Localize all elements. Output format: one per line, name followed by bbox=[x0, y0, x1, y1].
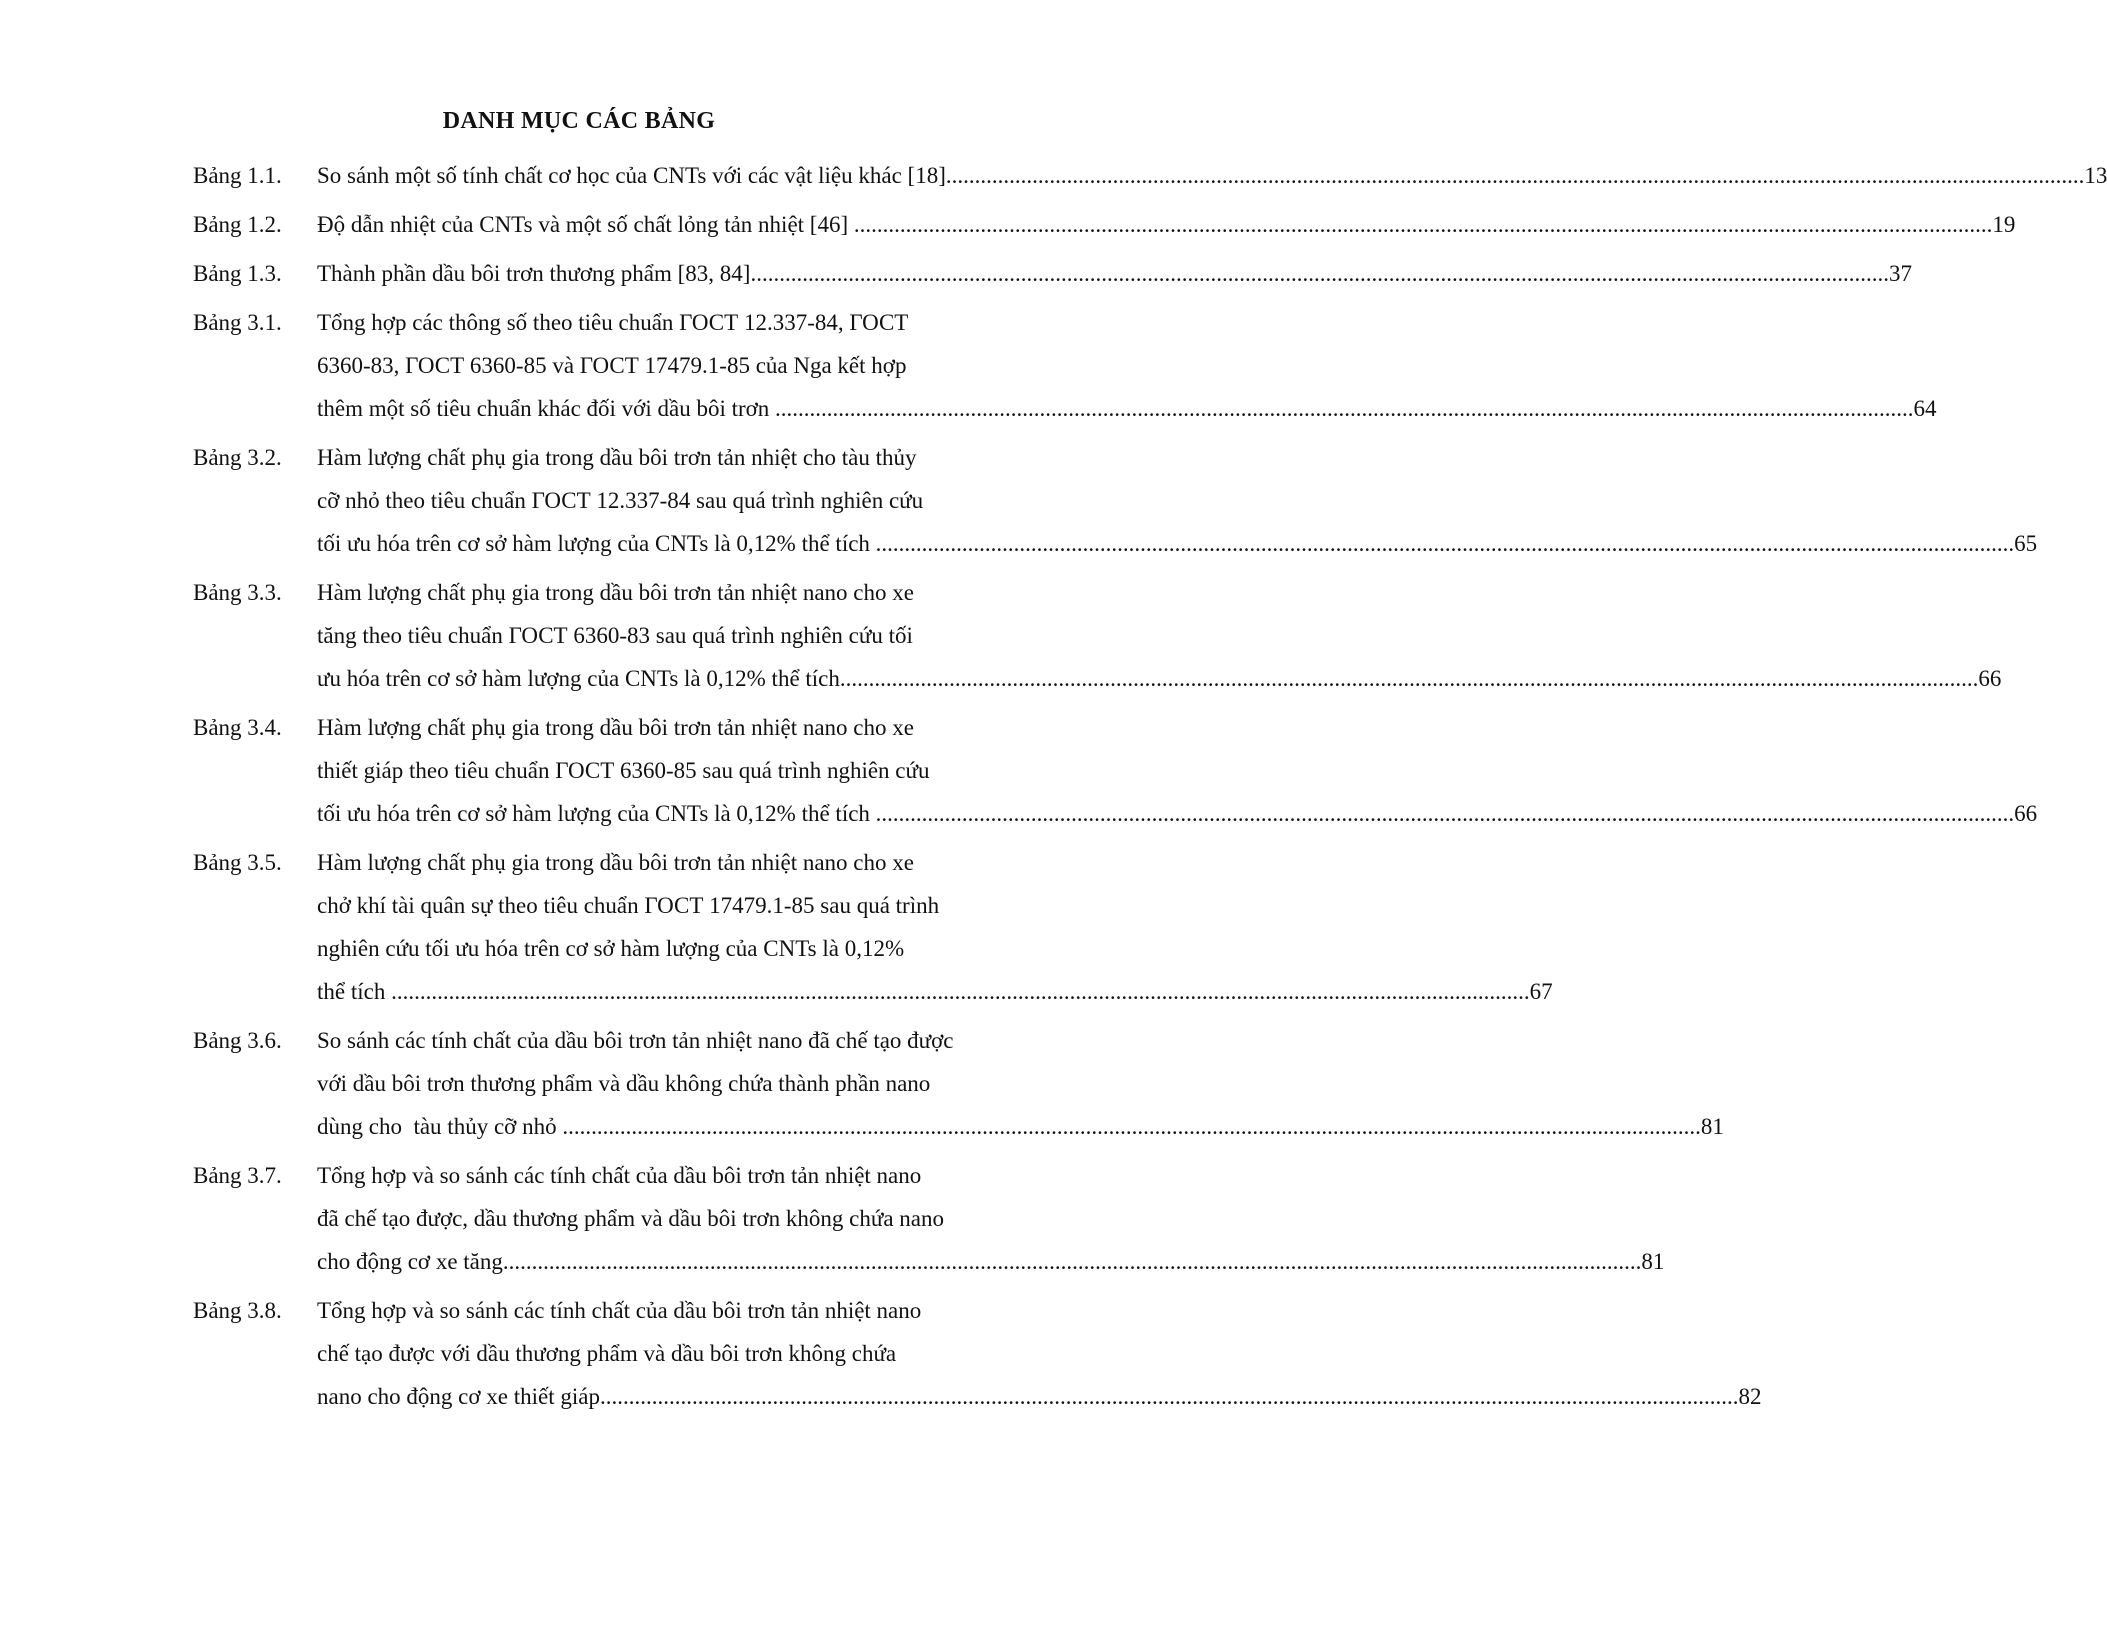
caption-last-line bbox=[317, 252, 1912, 295]
page-number[interactable]: 66 bbox=[1978, 666, 2002, 691]
toc-entry[interactable] bbox=[193, 252, 1912, 295]
entry-caption bbox=[317, 571, 2001, 700]
table-number: Bảng 3.8. bbox=[193, 1298, 282, 1323]
page-number[interactable]: 13 bbox=[2084, 163, 2107, 188]
toc-entry[interactable] bbox=[193, 1154, 1665, 1283]
dot-leader bbox=[854, 203, 1993, 246]
caption-line: nghiên cứu tối ưu hóa trên cơ sở hàm lượng của CNTs là 0,12% bbox=[317, 936, 905, 961]
caption-last-line bbox=[317, 203, 2015, 246]
table-list bbox=[193, 154, 2107, 1424]
table-number: Bảng 1.2. bbox=[193, 212, 282, 237]
caption-text: Thành phần dầu bôi trơn thương phẩm [83, 84] bbox=[317, 261, 751, 286]
caption-line: Hàm lượng chất phụ gia trong dầu bôi trơn tản nhiệt nano cho xe bbox=[317, 715, 914, 740]
dot-leader bbox=[503, 1240, 1642, 1283]
caption-last-line bbox=[317, 1240, 1664, 1283]
caption-line: chế tạo được với dầu thương phẩm và dầu bôi trơn không chứa bbox=[317, 1341, 897, 1366]
page-number[interactable]: 67 bbox=[1529, 979, 1553, 1004]
table-number: Bảng 3.6. bbox=[193, 1028, 282, 1053]
toc-entry[interactable] bbox=[193, 301, 1937, 430]
caption-line: Hàm lượng chất phụ gia trong dầu bôi trơn tản nhiệt nano cho xe bbox=[317, 580, 914, 605]
caption-line: Tổng hợp và so sánh các tính chất của dầu bôi trơn tản nhiệt nano bbox=[317, 1163, 922, 1188]
page-number[interactable]: 82 bbox=[1738, 1384, 1762, 1409]
dot-leader bbox=[876, 522, 2015, 565]
page-number[interactable]: 65 bbox=[2014, 531, 2038, 556]
caption-line: 6360-83, ГОСТ 6360-85 và ГОСТ 17479.1-85 của Nga kết hợp bbox=[317, 353, 907, 378]
table-number: Bảng 3.1. bbox=[193, 310, 282, 335]
page-number[interactable]: 37 bbox=[1888, 261, 1912, 286]
table-number: Bảng 3.2. bbox=[193, 445, 282, 470]
page-number[interactable]: 81 bbox=[1641, 1249, 1665, 1274]
page-title: DANH MỤC CÁC BẢNG bbox=[442, 108, 716, 134]
dot-leader bbox=[600, 1375, 1739, 1418]
caption-line: cỡ nhỏ theo tiêu chuẩn ГОСТ 12.337-84 sau quá trình nghiên cứu bbox=[317, 488, 924, 513]
dot-leader bbox=[946, 154, 2085, 197]
caption-line: đã chế tạo được, dầu thương phẩm và dầu bôi trơn không chứa nano bbox=[317, 1206, 944, 1231]
caption-last-line bbox=[317, 1375, 1761, 1418]
page-number[interactable]: 81 bbox=[1700, 1114, 1724, 1139]
entry-caption bbox=[317, 154, 2107, 197]
table-number: Bảng 1.1. bbox=[193, 163, 282, 188]
caption-line: Hàm lượng chất phụ gia trong dầu bôi trơn tản nhiệt cho tàu thủy bbox=[317, 445, 917, 470]
caption-text: tối ưu hóa trên cơ sở hàm lượng của CNTs là 0,12% thể tích bbox=[317, 801, 876, 826]
caption-line: chở khí tài quân sự theo tiêu chuẩn ГОСТ 17479.1-85 sau quá trình bbox=[317, 893, 940, 918]
caption-last-line bbox=[317, 154, 2107, 197]
toc-entry[interactable] bbox=[193, 203, 2016, 246]
dot-leader bbox=[750, 252, 1889, 295]
caption-text: ưu hóa trên cơ sở hàm lượng của CNTs là 0,12% thể tích bbox=[317, 666, 840, 691]
page-number[interactable]: 64 bbox=[1913, 396, 1937, 421]
caption-line: thiết giáp theo tiêu chuẩn ГОСТ 6360-85 sau quá trình nghiên cứu bbox=[317, 758, 930, 783]
caption-last-line bbox=[317, 792, 2037, 835]
caption-text: nano cho động cơ xe thiết giáp bbox=[317, 1384, 600, 1409]
caption-text: cho động cơ xe tăng bbox=[317, 1249, 503, 1274]
dot-leader bbox=[876, 792, 2015, 835]
entry-caption bbox=[317, 706, 2037, 835]
toc-entry[interactable] bbox=[193, 1019, 1724, 1148]
toc-entry[interactable] bbox=[193, 841, 1553, 1013]
caption-last-line bbox=[317, 970, 1553, 1013]
entry-caption bbox=[317, 252, 1912, 295]
entry-caption bbox=[317, 1289, 1761, 1418]
table-number: Bảng 1.3. bbox=[193, 261, 282, 286]
table-number: Bảng 3.4. bbox=[193, 715, 282, 740]
caption-line: Tổng hợp các thông số theo tiêu chuẩn ГОСТ 12.337-84, ГОСТ bbox=[317, 310, 909, 335]
table-number: Bảng 3.5. bbox=[193, 850, 282, 875]
caption-text: So sánh một số tính chất cơ học của CNTs với các vật liệu khác [18] bbox=[317, 163, 946, 188]
caption-text: Độ dẫn nhiệt của CNTs và một số chất lỏng tản nhiệt [46] bbox=[317, 212, 854, 237]
dot-leader bbox=[391, 970, 1530, 1013]
caption-last-line bbox=[317, 522, 2037, 565]
caption-line: So sánh các tính chất của dầu bôi trơn tản nhiệt nano đã chế tạo được bbox=[317, 1028, 954, 1053]
entry-caption bbox=[317, 301, 1937, 430]
toc-entry[interactable] bbox=[193, 154, 2107, 197]
table-number: Bảng 3.3. bbox=[193, 580, 282, 605]
caption-last-line bbox=[317, 657, 2001, 700]
caption-text: thêm một số tiêu chuẩn khác đối với dầu bôi trơn bbox=[317, 396, 776, 421]
entry-caption bbox=[317, 841, 1553, 1013]
entry-caption bbox=[317, 436, 2037, 565]
dot-leader bbox=[840, 657, 1979, 700]
toc-entry[interactable] bbox=[193, 571, 2002, 700]
caption-text: dùng cho tàu thủy cỡ nhỏ bbox=[317, 1114, 563, 1139]
caption-line: Tổng hợp và so sánh các tính chất của dầu bôi trơn tản nhiệt nano bbox=[317, 1298, 922, 1323]
caption-last-line bbox=[317, 387, 1937, 430]
toc-entry[interactable] bbox=[193, 1289, 1762, 1418]
page-number[interactable]: 66 bbox=[2014, 801, 2038, 826]
caption-line: tăng theo tiêu chuẩn ГОСТ 6360-83 sau quá trình nghiên cứu tối bbox=[317, 623, 913, 648]
table-number: Bảng 3.7. bbox=[193, 1163, 282, 1188]
caption-text: tối ưu hóa trên cơ sở hàm lượng của CNTs là 0,12% thể tích bbox=[317, 531, 876, 556]
page-number[interactable]: 19 bbox=[1992, 212, 2016, 237]
entry-caption bbox=[317, 203, 2015, 246]
toc-entry[interactable] bbox=[193, 706, 2038, 835]
dot-leader bbox=[775, 387, 1914, 430]
caption-line: với dầu bôi trơn thương phẩm và dầu không chứa thành phần nano bbox=[317, 1071, 931, 1096]
entry-caption bbox=[317, 1154, 1664, 1283]
dot-leader bbox=[562, 1105, 1701, 1148]
toc-entry[interactable] bbox=[193, 436, 2038, 565]
caption-line: Hàm lượng chất phụ gia trong dầu bôi trơn tản nhiệt nano cho xe bbox=[317, 850, 914, 875]
entry-caption bbox=[317, 1019, 1724, 1148]
caption-last-line bbox=[317, 1105, 1724, 1148]
caption-text: thể tích bbox=[317, 979, 392, 1004]
